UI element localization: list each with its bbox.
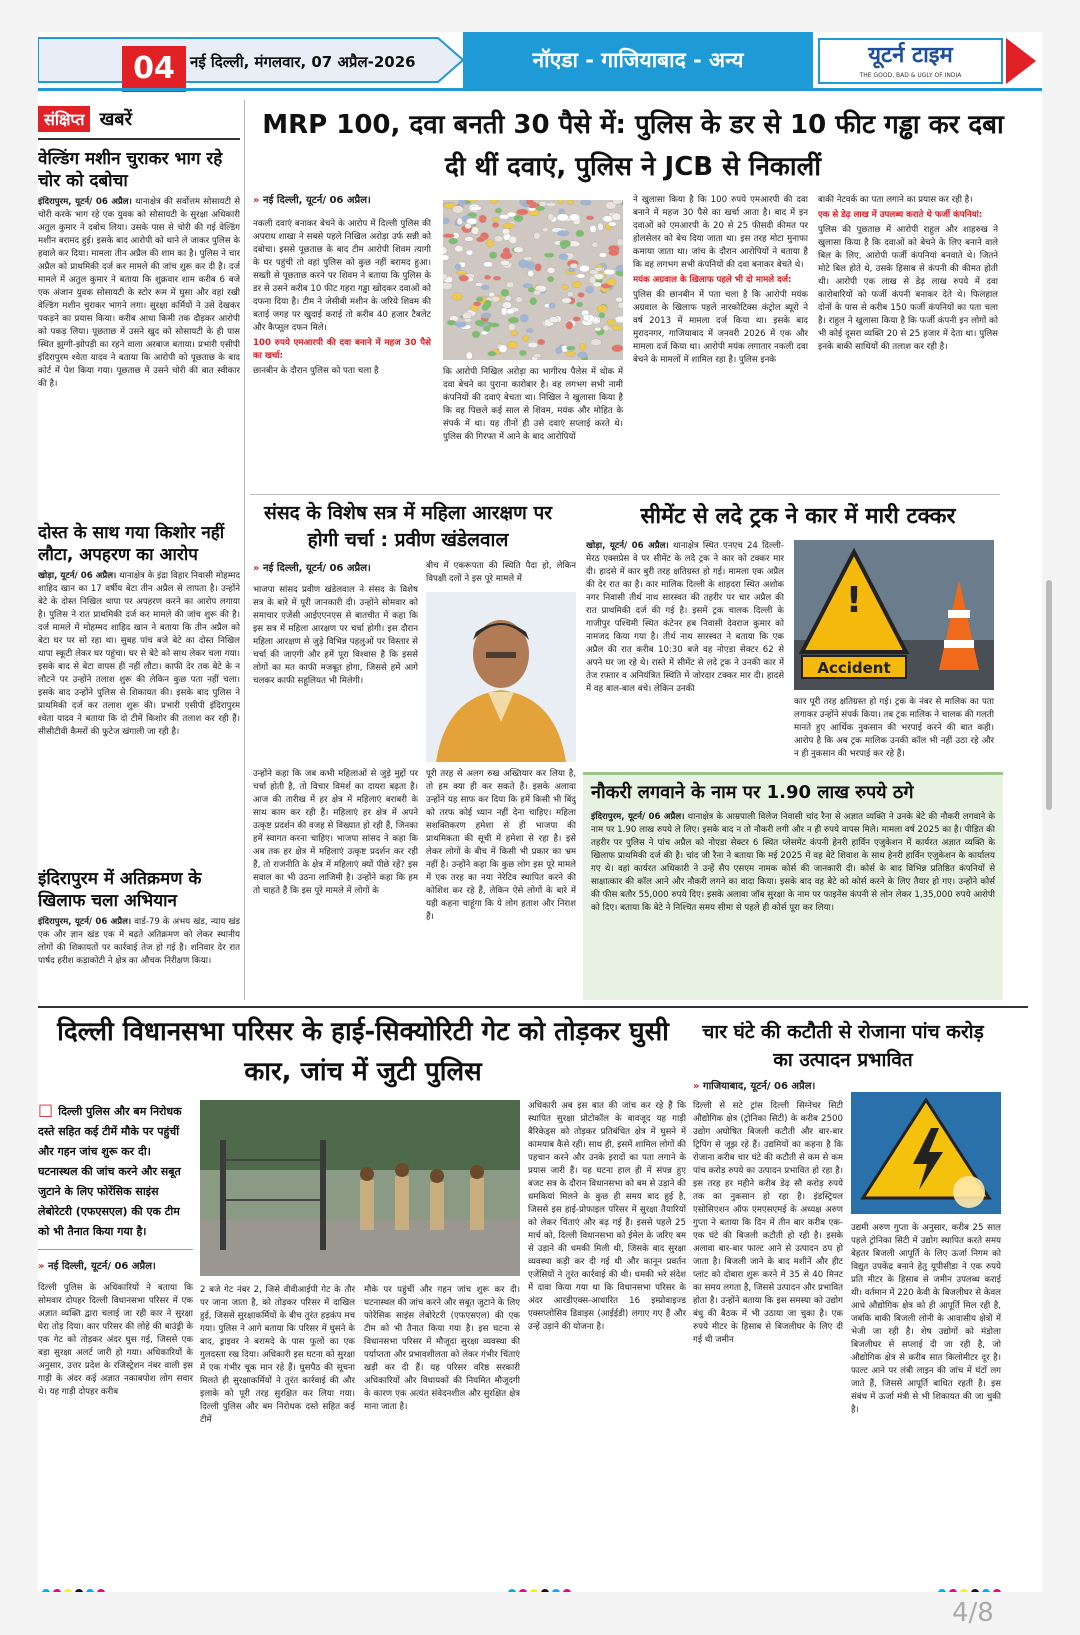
issue-date: नई दिल्ली, मंगलवार, 07 अप्रैल-2026 — [190, 53, 416, 71]
parliament-col-2: उन्होंने कहा कि जब कभी महिलाओं से जुड़े मुद्दों पर चर्चा होती है, तो विचार विमर्श का दायरा बढ़ता है। आज की तारीख में हर क्षेत्र में महिलाएं बराबरी के साथ काम कर रही हैं। महिलाएं हर क्षेत्र में अपने उत्कृष्ट प्रदर्शन की वजह से विख्यात हो रही हैं, जिनका हमें स्वागत करना चाहिए। भाजपा सांसद ने कहा कि अब तक हर क्षेत्र में महिलाएं उत्कृष्ट प्रदर्शन कर रही हैं, तो राजनीति के क्षेत्र में महिलाएं क्यों पीछे रहें? इस सवाल का भी उठना लाजिमी है। उन्होंने कहा कि हम तो चाहते हैं कि इस पूरे मामले में लोगों के — [253, 769, 418, 896]
page-counter: 4/8 — [952, 1598, 994, 1628]
delhi-highlight-box — [38, 1100, 193, 1250]
registration-marks-center — [508, 1582, 574, 1592]
power-photo — [851, 1092, 1001, 1214]
header-rule — [38, 88, 1042, 91]
power-dateline: » गाजियाबाद, यूटर्न/ 06 अप्रैल। — [693, 1081, 816, 1092]
pills-image — [443, 200, 623, 360]
story-headline: इंदिरापुरम में अतिक्रमण के खिलाफ चला अभियान — [38, 869, 202, 911]
brief-story-welding — [38, 148, 240, 514]
mp-portrait — [426, 592, 576, 762]
lead-text: पुलिस की छानबीन में पता चला है कि आरोपी मयंक अग्रवाल के खिलाफ पहले नारकोटिक्स कंट्रोल ब्यूरो ने वर्ष 2013 में मामला दर्ज किया था। इसके बाद मुरादनगर, गाजियाबाद में जनवरी 2026 में एक और मामला दर्ज किया था। आरोपी मयंक लगातार नकली दवा बेचने के मामलों में शामिल रहा है। पुलिस इनके — [633, 290, 808, 365]
parliament-headline: संसद के विशेष सत्र में महिला आरक्षण पर होगी चर्चा : प्रवीण खंडेलवाल — [263, 502, 553, 551]
lead-subhead: 100 रुपये एमआरपी की दवा बनाने में महज 30 पैसे का खर्चा: — [253, 338, 431, 361]
lead-subhead: मयंक अग्रवाल के खिलाफ पहले भी दो मामले दर्ज: — [633, 275, 792, 285]
header-red-arrow — [1006, 38, 1036, 84]
accident-photo — [794, 540, 994, 690]
accident-col-2: कार पूरी तरह क्षतिग्रस्त हो गई। ट्रक के नंबर से मालिक का पता लगाकर उन्होंने संपर्क किया। तब ट्रक मालिक ने चालक की गलती मानते हुए आर्थिक नुकसान की भरपाई करने की बात कही। आरोप है कि अब ट्रक मालिक उनकी कॉल भी नहीं उठा रहे और न ही नुकसान की भरपाई कर रहे हैं। — [794, 697, 994, 759]
accident-sign-image — [794, 540, 994, 690]
accident-headline: सीमेंट से लदे ट्रक ने कार में मारी टक्कर — [640, 504, 956, 529]
parliament-col-3b: पूरी तरह से अलग रुख अख्तियार कर लिया है, तो हम क्या ही कर सकते हैं। इसके अलावा उन्होंने यह साफ कर दिया कि हमें किसी भी बिंदु को तरफ कोई ध्यान नहीं देना चाहिए। महिला सशक्तिकरण हमेशा से ही भाजपा की प्राथमिकता की सूची में हमेशा से रहा है। इसे लेकर लोगों के बीच में किसी भी प्रकार का भ्रम नहीं है। उन्होंने कहा कि कुछ लोग इस पूरे मामले में एक तरह का नया नेरेटिव स्थापित करने की कोशिश कर रहे हैं, लेकिन ऐसे लोगों के बारे में यही कहना चाहूंगा कि ये लोग हताश और निराश हैं। — [426, 769, 576, 922]
delhi-col-3: मौके पर पहुंचीं और गहन जांच शुरू कर दी। घटनास्थल की जांच करने और सबूत जुटाने के लिए फोरेंसिक साइंस लेबोरेटरी (एफएसएल) की एक टीम को भी तैनात किया गया है। इस घटना से विधानसभा परिसर में मौजूदा सुरक्षा व्यवस्था की पर्याप्तता और प्रभावशीलता को लेकर गंभीर चिंताएं खड़ी कर दी हैं। यह परिसर वरिष्ठ सरकारी अधिकारियों और विधायकों की नियमित मौजूदगी के कारण एक अत्यंत संवेदनशील और सुरक्षित क्षेत्र माना जाता है। — [364, 1285, 520, 1412]
lead-text: छानबीन के दौरान पुलिस को पता चला है — [253, 366, 379, 376]
power-col-2: उद्यमी अरुण गुप्ता के अनुसार, करीब 25 साल पहले ट्रोनिका सिटी में उद्योग स्थापित करते समय बेहतर बिजली आपूर्ति के लिए ऊर्जा निगम को विद्युत उपकेंद्र बनाने हेतु यूपीसीडा ने एक रुपये प्रति मीटर के हिसाब से जमीन उपलब्ध कराई थी। वर्तमान में 220 केवी के बिजलीघर से केवल आधे औद्योगिक क्षेत्र को ही आपूर्ति मिल रही है, जबकि बाकी बिजली लोनी के आवासीय क्षेत्रों में भेजी जा रही है। शेष उद्योगों को मंडोला बिजलीघर से सप्लाई दी जा रही है, जो औद्योगिक क्षेत्र से करीब सात किलोमीटर दूर है। फाल्ट आने पर लंबी लाइन की जांच में घंटों लग जाते हैं, जिससे आपूर्ति बाधित रहती है। इस संबंध में ऊर्जा मंत्री से भी शिकायत की जा चुकी है। — [851, 1223, 1001, 1415]
column-rule — [244, 100, 245, 1000]
lead-col-3 — [633, 194, 808, 489]
svg-text:!: ! — [845, 580, 863, 621]
brief-story-kidnap — [38, 522, 240, 830]
assembly-gate-photo — [200, 1100, 520, 1276]
lead-text: ने खुलासा किया है कि 100 रुपये एमआरपी की दवा बनाने में महज 30 पैसे का खर्चा आता है। बाद में इन दवाओं को एमआरपी के 20 से 25 फीसदी कीमत पर होलसेलर को बेच दिया जाता था। इस तरह मोटा मुनाफा कमाया जाता था। जांच के दौरान आरोपियों ने बताया है कि वह लगभग सभी कंपनियों की दवा बनाकर बेचते थे। — [633, 195, 808, 270]
accident-sign-text: Accident — [817, 659, 891, 677]
lead-text: नकली दवाएं बनाकर बेचने के आरोप में दिल्ली पुलिस की अपराध शाखा ने सबसे पहले निखिल अरोड़ा उर्फ सन्नी को दबोचा। इससे पूछताछ के बाद टीम आरोपी शिवम त्यागी के घर पहुंची तो वहां पुलिस को कुछ नहीं बरामद हुआ। सख्ती से पूछताछ करने पर शिवम ने बताया कि पुलिस के डर से उसने करीब 10 फीट गहरा गड्ढा खोदकर दवाओं को दफना दिया है। टीम ने जेसीबी मशीन के जरिये शिवम की बताई जगह पर खुदाई कराई तो करीब 40 हजार टैबलेट और कैप्सूल दफन मिले। — [253, 219, 431, 333]
lead-headline: MRP 100, दवा बनती 30 पैसे में: पुलिस के डर से 10 फीट गड्ढा कर दबा दी थीं दवाएं, पुलिस ने JCB से निकालीं — [262, 110, 1004, 182]
delhi-col-2: 2 बजे गेट नंबर 2, जिसे वीवीआईपी गेट के तौर पर जाना जाता है, को तोड़कर परिसर में दाखिल हुई, जिससे सुरक्षाकर्मियों के बीच तुरंत हड़कंप मच गया। पुलिस ने आगे बताया कि परिसर में घुसने के बाद, ड्राइवर ने बरामदे के पास फूलों का एक गुलदस्ता रख दिया। अधिकारी इस घटना को सुरक्षा में एक गंभीर चूक मान रहे हैं। घुसपैठ की सूचना मिलते ही सुरक्षाकर्मियों ने तुरंत कार्रवाई की और इलाके को पूरी तरह सुरक्षित कर लिया गया। दिल्ली पुलिस और बम निरोधक दस्ते सहित कई टीमें — [200, 1285, 355, 1425]
story-text: वार्ड-79 के अभय खंड, न्याय खंड एक और ज्ञान खंड एक में बढ़ते अतिक्रमण को लेकर स्थानीय लोगों की शिकायतों पर कार्रवाई तेज हो गई है। शनिवार देर रात पार्षद हरीश कड़ाकोटी ने क्षेत्र का औचक निरीक्षण किया। — [38, 917, 240, 966]
dateline: खोड़ा, यूटर्न/ 06 अप्रैल। — [38, 571, 117, 581]
dateline: इंदिरापुरम, यूटर्न/ 06 अप्रैल। — [591, 812, 685, 822]
accident-col-1 — [586, 540, 784, 758]
lead-text: बाकी नेटवर्क का पता लगाने का प्रयास कर रही है। — [818, 195, 973, 205]
brief-label: खबरें — [99, 109, 132, 130]
section-rule — [38, 1006, 1028, 1008]
delhi-headline: दिल्ली विधानसभा परिसर के हाई-सिक्योरिटी गेट को तोड़कर घुसी कार, जांच में जुटी पुलिस — [57, 1017, 669, 1087]
electricity-icon — [851, 1092, 1001, 1214]
story-body — [38, 916, 240, 1016]
lead-col-2: कि आरोपी निखिल अरोड़ा का भागीरथ पैलेस में थोक में दवा बेचने का पुराना कारोबार है। वह लगभग सभी नामी कंपनियों की दवाएं बेचता था। निखिल ने खुलासा किया है कि वह पिछले कई साल से शिवम, मयंक और मोहित के संपर्क में था। यह तीनों ही उसे दवाएं सप्लाई करते थे। पुलिस की गिरफ्त में आने के बाद आरोपियों — [443, 367, 623, 442]
story-headline: वेल्डिंग मशीन चुराकर भाग रहे चोर को दबोचा — [38, 149, 223, 191]
story-headline: दोस्त के साथ गया किशोर नहीं लौटा, अपहरण का आरोप — [38, 523, 225, 565]
lead-col-4 — [818, 194, 998, 489]
page-number: 04 — [122, 46, 186, 92]
power-headline: चार घंटे की कटौती से रोजाना पांच करोड़ का उत्पादन प्रभावित — [702, 1021, 984, 1071]
section-rule — [250, 494, 1000, 495]
masthead — [38, 32, 1042, 88]
story-body — [38, 196, 240, 514]
brief-column-header — [38, 106, 240, 132]
newspaper-page — [38, 32, 1042, 1592]
job-fraud-box — [583, 772, 1003, 1000]
pills-photo — [443, 200, 623, 360]
story-text: थानाक्षेत्र स्थित एनएच 24 दिल्ली-मेरठ एक्सप्रेस वे पर सीमेंट के लदे ट्रक ने कार को टक्कर मार दी। हादसे में कार बुरी तरह क्षतिग्रस्त हो गई। मामला एक अप्रैल की देर रात का है। कार मालिक दिल्ली के शाहदरा स्थित अशोक नगर निवासी तीर्थ नाथ सारस्वत की तहरीर पर चार अप्रैल की रात प्राथमिकी दर्ज की गई है। इसमें ट्रक चालक दिल्ली के गाजीपुर पश्चिमी स्थित कंटेनर हब निवासी देवराज कुमार को नामजद किया गया है। तीर्थ नाथ सारस्वत ने बताया कि एक अप्रैल की रात करीब 10:30 बजे वह नोएडा सेक्टर 62 से अपने घर जा रहे थे। रास्ते में सीमेंट से लदे ट्रक ने उनकी कार में तेज रफ्तार व अनियंत्रित स्थिति में जोरदार टक्कर मार दी। हादसे में वह बाल-बाल बचे। लेकिन उनकी — [586, 541, 784, 694]
dateline: खोड़ा, यूटर्न/ 06 अप्रैल। — [586, 541, 669, 551]
lead-dateline: » नई दिल्ली, यूटर्न/ 06 अप्रैल। — [253, 195, 371, 206]
newspaper-logo — [818, 38, 1003, 84]
highlight-text: दिल्ली पुलिस और बम निरोधक दस्ते सहित कई टीमें मौके पर पहुंचीं और गहन जांच शुरू कर दी। घटनास्थल की जांच करने और सबूत जुटाने के लिए फोरेंसिक साइंस लेबोरेटरी (एफएसएल) की एक टीम को भी तैनात किया गया है। — [38, 1105, 182, 1238]
dateline: इंदिरापुरम, यूटर्न/ 06 अप्रैल। — [38, 197, 132, 207]
brief-rule — [38, 138, 240, 140]
highlight-marker-icon: □ — [38, 1100, 54, 1119]
story-body — [38, 570, 240, 830]
scrollbar-thumb[interactable] — [1046, 580, 1052, 810]
parliament-col-3a: बीच में एकरूपता की स्थिति पैदा हो, लेकिन विपक्षी दलों ने इस पूरे मामले में — [426, 561, 576, 584]
delhi-dateline: » नई दिल्ली, यूटर्न/ 06 अप्रैल। — [38, 1261, 156, 1272]
delhi-col-4: अधिकारी अब इस बात की जांच कर रहे हैं कि स्थापित सुरक्षा प्रोटोकॉल के बावजूद यह गाड़ी बैरिकेड्स को तोड़कर प्रतिबंधित क्षेत्र में घुसने में कामयाब कैसे रही। साथ ही, इसमें शामिल लोगों की पहचान करने और उनके इरादों का पता लगाने के प्रयास जारी हैं। यह घटना हाल ही में संपन्न हुए बजट सत्र के दौरान विधानसभा को बम से उड़ाने की धमकियां मिलने के कुछ ही समय बाद हुई है, जिससे इस हाई-प्रोफाइल परिसर में सुरक्षा तैयारियों को लेकर चिंताएं और बढ़ गई हैं। इससे पहले 25 मार्च को, दिल्ली विधानसभा को ईमेल के जरिए बम से उड़ाने की धमकी मिली थी, जिसके बाद सुरक्षा व्यवस्था कड़ी कर दी गई थी और कानून प्रवर्तन एजेंसियों ने तुरंत कार्रवाई की थी। धमकी भरे संदेश में दावा किया गया था कि विधानसभा परिसर के अंदर आरडीएक्स-आधारित 16 इम्प्रोवाइज्ड एक्सप्लोसिव डिवाइस (आईईडी) लगाए गए हैं और उन्हें उड़ाने की योजना है। — [528, 1101, 686, 1332]
logo-text: यूटर्न टाइम — [868, 43, 953, 68]
section-name: नॉएडा - गाजियाबाद - अन्य — [463, 32, 813, 88]
story-text: थानाक्षेत्र के इंद्रा विहार निवासी मोहम्मद शाहिद खान का 17 वर्षीय बेटा तीन अप्रैल से लापता है। उन्होंने बेटे के दोस्त निखिल थापा पर अपहरण करने का आरोप लगाया है। पुलिस ने रात प्राथमिकी दर्ज कर मामले की जांच शुरू की है। दर्ज मामले में मोहम्मद शाहिद खान ने बताया कि तीन अप्रैल को बेटा घर पर सो रहा था। सुबह पांच बजे बेटे का दोस्त निखिल थापा स्कूटी लेकर घर पहुंचा। घर से बेटे को साथ लेकर चला गया। इसके बाद से बेटा वापस ही नहीं लौटा। काफी देर तक बेटे के न लौटने पर उन्होंने तलाश शुरू की लेकिन कुछ पता नहीं चला। इसके बाद उन्होंने पुलिस से शिकायत की। इसके बाद पुलिस ने प्राथमिकी दर्ज कर तलाश शुरू की। प्रभारी एसीपी इंदिरापुरम श्वेता यादव ने बताया कि दो टीमें किशोर की तलाश कर रही हैं। सीसीटीवी कैमरों की फुटेज खंगाली जा रही है। — [38, 571, 240, 737]
parliament-dateline: » नई दिल्ली, यूटर्न/ 06 अप्रैल। — [253, 563, 371, 574]
story-text: थानाक्षेत्र की सर्वोत्तम सोसायटी से चोरी करके भाग रहे एक युवक को सोसायटी के सुरक्षा अधिकारी अतुल कुमार ने दबोच लिया। उसके पास से चोरी की गई वेल्डिंग मशीन बरामद हुई। इसके बाद आरोपी को थाने ले जाकर पुलिस के हवाले कर दिया। मामला तीन अप्रैल की शाम का है। पुलिस ने चार अप्रैल को प्राथमिकी दर्ज कर मामले की जांच शुरू कर दी है। दर्ज मामले में अतुल कुमार ने बताया कि शुक्रवार शाम करीब 6 बजे एक अंजान युवक सोसायटी के स्टोर रूम में घुसा और वहां रखी वेल्डिंग मशीन चुराकर भागने लगा। सुरक्षा कर्मियों ने उसे देखकर पकड़ने का प्रयास किया। करीब आधा किमी तक दौड़कर आरोपी को पकड़ लिया। पूछताछ में उसने खुद को सोसायटी के ही पास स्थित झुग्गी-झोपड़ी का रहने वाला अरबाज बताया। प्रभारी एसीपी इंदिरापुरम श्वेता यादव ने बताया कि आरोपी को पूछताछ के बाद कोर्ट में पेश किया गया। पूछताछ में उसने चोरी की बात स्वीकार की है। — [38, 197, 240, 389]
lead-text: पुलिस की पूछताछ में आरोपी राहुल और शाहरुख ने खुलासा किया है कि दवाओं को बेचने के लिए बनाने वाले बिल के लिए, आरोपी फर्जी कंपनियां बनवाते थे। जितने मोटे बिल होते थे, उसके हिसाब से कंपनी की कीमत होती थी। आरोपी एक लाख से डेढ़ लाख रुपये में दवा कारोबारियों को फर्जी कंपनी बनाकर देते थे। फिलहाल दोनों के पास से करीब 150 फर्जी कंपनियों का पता चला है। राहुल ने खुलासा किया है कि फर्जी कंपनी इन लोगों को भी कोई दूसरा व्यक्ति 20 से 25 हजार में देता था। पुलिस इनके बाकी साथियों की तलाश कर रही है। — [818, 225, 998, 352]
lead-subhead: एक से डेढ़ लाख में उपलब्ध कराते थे फर्जी कंपनियां: — [818, 210, 983, 220]
parliament-col-1: भाजपा सांसद प्रवीण खंडेलवाल ने संसद के विशेष सत्र के बारे में पूरी जानकारी दी। उन्होंने सोमवार को समाचार एजेंसी आईएएनएस से बातचीत में कहा कि इस सत्र में महिला आरक्षण पर चर्चा होगी। इस दौरान महिला आरक्षण से जुड़े विभिन्न पहलुओं पर विस्तार से चर्चा की जाएगी और हमें पूरा विश्वास है कि इससे लोगों का मत काफी मजबूत होगा, जिससे हमें आगे चलकर काफी सहूलियत भी मिलेगी। — [253, 585, 418, 686]
lead-col-1 — [253, 218, 431, 488]
brief-story-encroachment — [38, 868, 240, 1016]
mp-photo — [426, 592, 576, 762]
story-text: थानाक्षेत्र के आम्रपाली विलेज निवासी चांद रैना से अज्ञात व्यक्ति ने उनके बेटे की नौकरी लगवाने के नाम पर 1.90 लाख रुपये ले लिए। इसके बाद न तो नौकरी लगी और न ही रुपये वापस मिले। मामला वर्ष 2025 का है। पीड़ित की तहरीर पर पुलिस ने पांच अप्रैल को नोएडा सेक्टर 6 स्थित प्लेसमेंट कंपनी हेनरी हार्विन एजुकेशन में कार्यरत अज्ञात व्यक्ति के खिलाफ प्राथमिकी दर्ज की है। चांद जी रैना ने बताया कि मई 2025 में वह बेटे शिवाश के साथ हेनरी हार्विन एजुकेशन के कार्यालय गए थे। वहां कार्यरत अधिकारी ने उन्हें सैप एसएम नामक कोर्स की जानकारी दी। कोर्स के बाद विभिन्न प्रतिष्ठित कंपनियों से साक्षात्कार की कॉल आने और नौकरी लगने का वादा किया। इसके बाद वह बेटे को कोर्स करने के लिए तैयार हो गए। उन्होंने कोर्स की फीस बतौर 55,000 रुपये दिए। इसके अलावा जॉब सुरक्षा के नाम पर फाइनेंस कंपनी से लोन लेकर 1,35,000 रुपये आरोपी को दिए। बताया कि बेटे ने निश्चित समय सीमा से पहले ही कोर्स पूरा कर लिया। — [591, 812, 996, 913]
job-body — [583, 811, 1003, 997]
dateline: इंदिरापुरम, यूटर्न/ 06 अप्रैल। — [38, 917, 132, 927]
registration-marks-left — [42, 1582, 108, 1592]
power-col-1: दिल्ली से सटे ट्रांस दिल्ली सिग्नेचर सिटी औद्योगिक क्षेत्र (ट्रोनिका सिटी) के करीब 2500 उद्योग अघोषित बिजली कटौती और बार-बार ट्रिपिंग से जूझ रहे हैं। उद्यमियों का कहना है कि रोजाना करीब चार घंटे की कटौती से कम से कम पांच करोड़ रुपये का उत्पादन प्रभावित हो रहा है। इस तरह हर महीने करीब डेढ़ सौ करोड़ रुपये तक का नुकसान हो रहा है। इंडस्ट्रियल एसोसिएशन ऑफ एमएसएमई के अध्यक्ष अरुण गुप्ता ने बताया कि दिन में तीन बार करीब एक-एक घंटे की बिजली कटौती हो रही है। इसके अलावा बार-बार फाल्ट आने से उत्पादन ठप हो जाता है। बिजली जाने के बाद मशीनें और हीट प्लांट को दोबारा शुरू करने में 35 से 40 मिनट का समय लगता है, जिससे उत्पादन और प्रभावित होता है। उन्होंने बताया कि इस समस्या को उद्योग बंधु की बैठक में भी उठाया जा चुका है। एक रुपये मीटर के हिसाब से बिजलीघर के लिए दी गई थी जमीन — [693, 1101, 843, 1345]
delhi-col-1: दिल्ली पुलिस के अधिकारियों ने बताया कि सोमवार दोपहर दिल्ली विधानसभा परिसर में एक अज्ञात व्यक्ति द्वारा चलाई जा रही कार ने सुरक्षा घेरा तोड़ दिया। कार परिसर की लोहे की बाउंड्री के एक गेट को तोड़कर अंदर घुस गई, जिससे एक बड़ा सुरक्षा अलर्ट जारी हो गया। अधिकारियों के अनुसार, उत्तर प्रदेश के रजिस्ट्रेशन नंबर वाली इस गाड़ी के अंदर कई अज्ञात नकाबपोश लोग सवार थे। यह गाड़ी दोपहर करीब — [38, 1283, 193, 1397]
job-headline: नौकरी लगवाने के नाम पर 1.90 लाख रुपये ठगे — [591, 782, 914, 803]
brief-badge: संक्षिप्त — [38, 106, 90, 132]
logo-tagline: THE GOOD, BAD & UGLY OF INDIA — [859, 72, 962, 79]
assembly-gate-image — [200, 1100, 520, 1276]
registration-marks-right — [938, 1582, 1004, 1592]
